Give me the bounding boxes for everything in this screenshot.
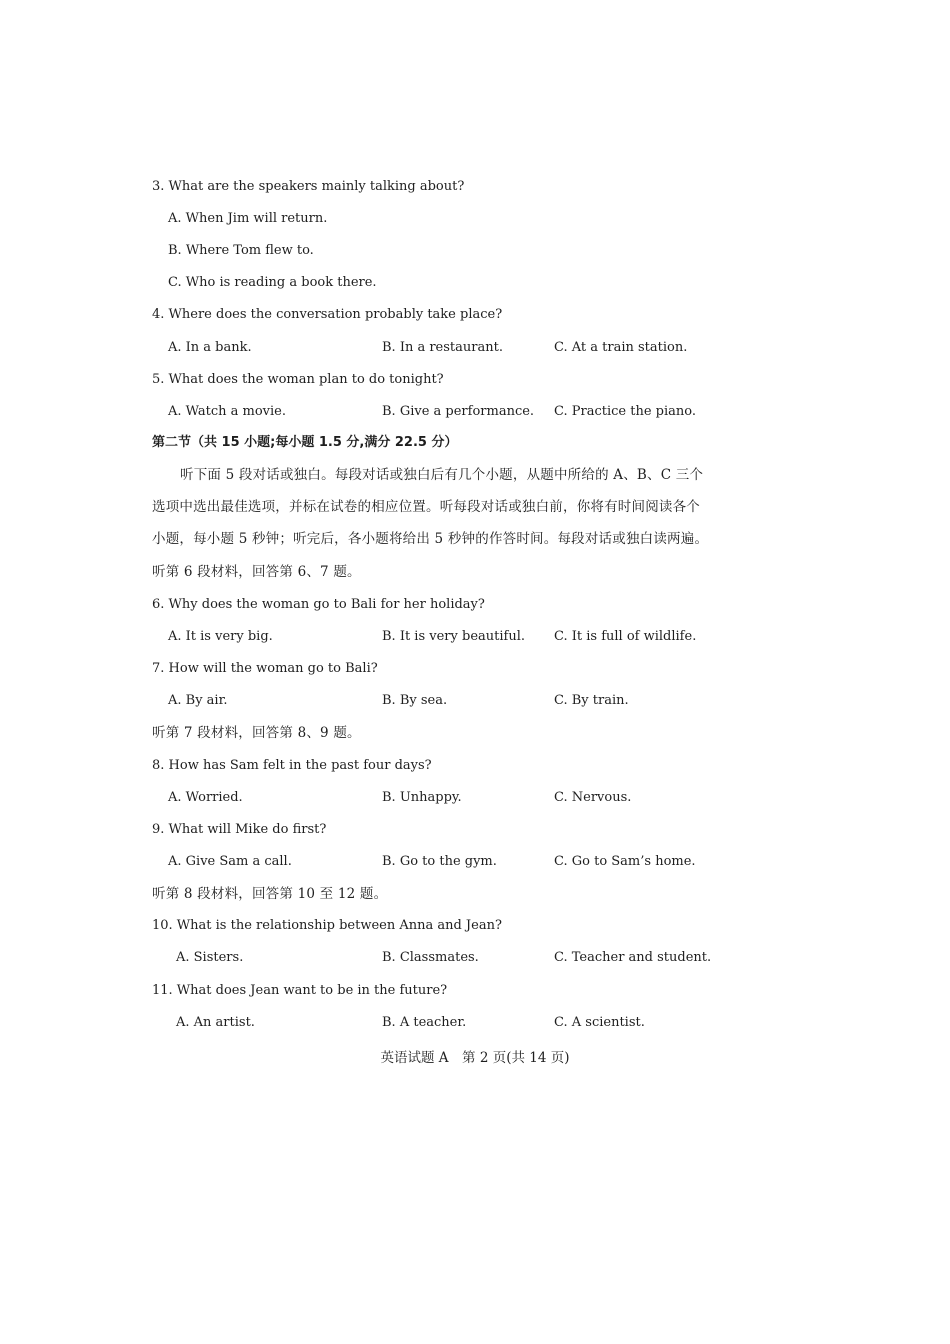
- question-stem: 10. What is the relationship between Anna and Jean?: [152, 918, 502, 933]
- option-b: B. Classmates.: [382, 950, 479, 965]
- page-footer: 英语试题 A 第 2 页(共 14 页): [380, 1050, 570, 1066]
- option-c: C. At a train station.: [554, 340, 688, 355]
- instruction-line: 听下面 5 段对话或独白。每段对话或独白后有几个小题，从题中所给的 A、B、C 三个: [180, 467, 704, 483]
- question-stem: 11. What does Jean want to be in the future?: [152, 983, 448, 998]
- option-c: C. It is full of wildlife.: [554, 629, 697, 644]
- option-c: C. By train.: [554, 693, 629, 708]
- option-a: A. Give Sam a call.: [168, 854, 292, 869]
- option-c: C. Practice the piano.: [554, 404, 696, 419]
- option-c: C. A scientist.: [554, 1015, 645, 1030]
- option-a: A. Watch a movie.: [168, 404, 287, 419]
- question-stem: 8. How has Sam felt in the past four days?: [152, 758, 432, 773]
- question-stem: 9. What will Mike do first?: [152, 822, 327, 837]
- question-stem: 4. Where does the conversation probably take place?: [152, 307, 503, 322]
- option-c: C. Teacher and student.: [554, 950, 712, 965]
- option-b: B. It is very beautiful.: [382, 629, 525, 644]
- option-c: C. Who is reading a book there.: [168, 275, 377, 290]
- question-stem: 3. What are the speakers mainly talking about?: [152, 179, 465, 194]
- option-b: B. Give a performance.: [382, 404, 535, 419]
- question-stem: 5. What does the woman plan to do tonight?: [152, 372, 444, 387]
- option-a: A. It is very big.: [168, 629, 273, 644]
- material-note: 听第 6 段材料，回答第 6、7 题。: [152, 564, 361, 580]
- option-a: A. In a bank.: [168, 340, 252, 355]
- option-c: C. Nervous.: [554, 790, 632, 805]
- question-stem: 7. How will the woman go to Bali?: [152, 661, 378, 676]
- option-b: B. Unhappy.: [382, 790, 462, 805]
- section-title: 第二节（共 15 小题;每小题 1.5 分,满分 22.5 分）: [152, 435, 458, 450]
- material-note: 听第 8 段材料，回答第 10 至 12 题。: [152, 886, 388, 902]
- material-note: 听第 7 段材料，回答第 8、9 题。: [152, 725, 361, 741]
- option-a: A. Sisters.: [176, 950, 244, 965]
- option-a: A. By air.: [168, 693, 228, 708]
- option-b: B. In a restaurant.: [382, 340, 503, 355]
- option-a: A. An artist.: [176, 1015, 255, 1030]
- option-b: B. Where Tom flew to.: [168, 243, 314, 258]
- instruction-line: 选项中选出最佳选项，并标在试卷的相应位置。听每段对话或独白前，你将有时间阅读各个: [152, 499, 700, 515]
- option-b: B. Go to the gym.: [382, 854, 497, 869]
- option-b: B. By sea.: [382, 693, 448, 708]
- question-stem: 6. Why does the woman go to Bali for her holiday?: [152, 597, 485, 612]
- option-a: A. Worried.: [168, 790, 243, 805]
- instruction-line: 小题，每小题 5 秒钟；听完后，各小题将给出 5 秒钟的作答时间。每段对话或独白读两遍。: [152, 531, 709, 547]
- option-b: B. A teacher.: [382, 1015, 467, 1030]
- option-a: A. When Jim will return.: [168, 211, 328, 226]
- option-c: C. Go to Sam’s home.: [554, 854, 696, 869]
